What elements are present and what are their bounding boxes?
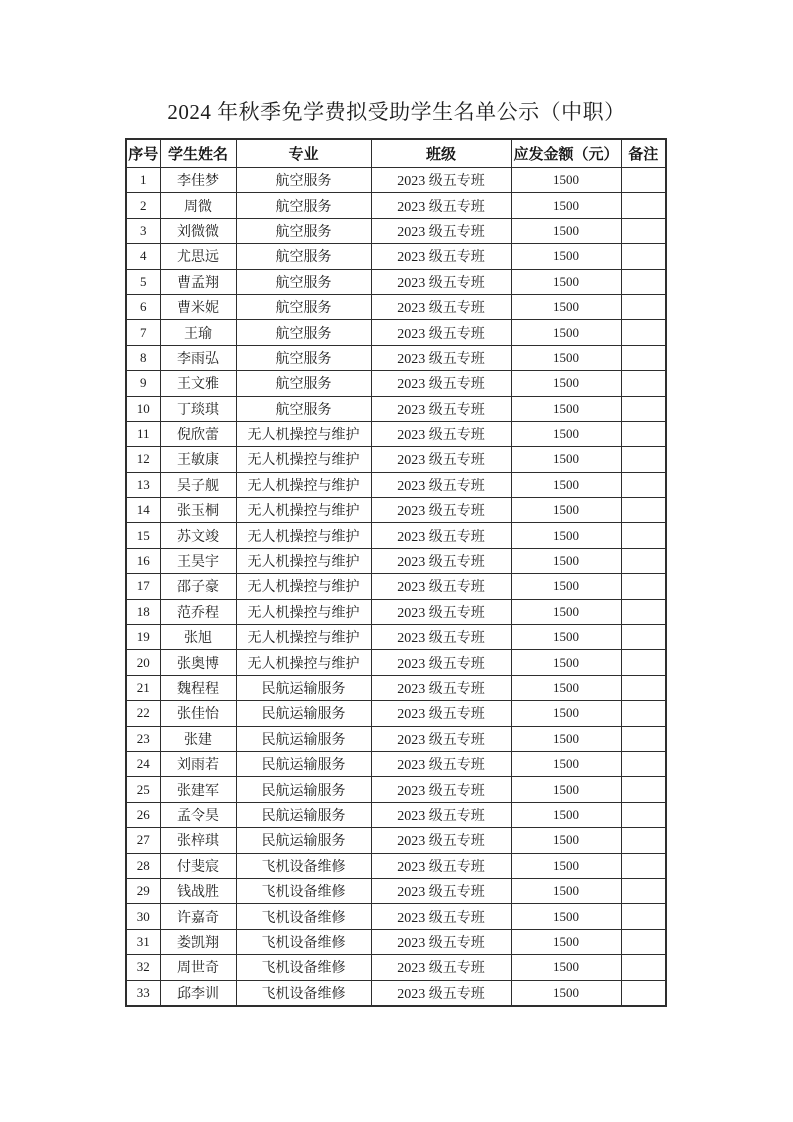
remark bbox=[621, 421, 666, 446]
class-name: 2023 级五专班 bbox=[371, 599, 511, 624]
remark bbox=[621, 980, 666, 1006]
row-index: 29 bbox=[126, 878, 160, 903]
column-header-major: 专业 bbox=[236, 139, 371, 168]
remark bbox=[621, 929, 666, 954]
student-name: 曹米妮 bbox=[160, 294, 236, 319]
major: 飞机设备维修 bbox=[236, 955, 371, 980]
student-name: 曹孟翔 bbox=[160, 269, 236, 294]
class-name: 2023 级五专班 bbox=[371, 168, 511, 193]
row-index: 7 bbox=[126, 320, 160, 345]
amount: 1500 bbox=[511, 269, 621, 294]
student-name: 许嘉奇 bbox=[160, 904, 236, 929]
major: 航空服务 bbox=[236, 320, 371, 345]
amount: 1500 bbox=[511, 574, 621, 599]
major: 无人机操控与维护 bbox=[236, 447, 371, 472]
major: 航空服务 bbox=[236, 294, 371, 319]
amount: 1500 bbox=[511, 294, 621, 319]
table-row bbox=[126, 751, 666, 776]
class-name: 2023 级五专班 bbox=[371, 269, 511, 294]
student-name: 张奥博 bbox=[160, 650, 236, 675]
class-name: 2023 级五专班 bbox=[371, 244, 511, 269]
page-title: 2024 年秋季免学费拟受助学生名单公示（中职） bbox=[167, 100, 626, 124]
row-index: 13 bbox=[126, 472, 160, 497]
table-row bbox=[126, 345, 666, 370]
amount: 1500 bbox=[511, 168, 621, 193]
student-name: 王昊宇 bbox=[160, 548, 236, 573]
table-row bbox=[126, 269, 666, 294]
class-name: 2023 级五专班 bbox=[371, 498, 511, 523]
class-name: 2023 级五专班 bbox=[371, 675, 511, 700]
student-name: 张旭 bbox=[160, 625, 236, 650]
class-name: 2023 级五专班 bbox=[371, 777, 511, 802]
row-index: 17 bbox=[126, 574, 160, 599]
student-name: 张梓琪 bbox=[160, 828, 236, 853]
column-header-row-index: 序号 bbox=[126, 139, 160, 168]
table-row bbox=[126, 853, 666, 878]
student-name: 娄凯翔 bbox=[160, 929, 236, 954]
major: 航空服务 bbox=[236, 218, 371, 243]
major: 航空服务 bbox=[236, 269, 371, 294]
row-index: 22 bbox=[126, 701, 160, 726]
amount: 1500 bbox=[511, 472, 621, 497]
row-index: 8 bbox=[126, 345, 160, 370]
row-index: 1 bbox=[126, 168, 160, 193]
row-index: 5 bbox=[126, 269, 160, 294]
major: 民航运输服务 bbox=[236, 802, 371, 827]
table-row bbox=[126, 650, 666, 675]
student-name: 王文雅 bbox=[160, 371, 236, 396]
table-row bbox=[126, 193, 666, 218]
row-index: 23 bbox=[126, 726, 160, 751]
remark bbox=[621, 828, 666, 853]
amount: 1500 bbox=[511, 523, 621, 548]
table-body bbox=[126, 168, 666, 1006]
class-name: 2023 级五专班 bbox=[371, 472, 511, 497]
student-name: 孟令昊 bbox=[160, 802, 236, 827]
amount: 1500 bbox=[511, 751, 621, 776]
table-row bbox=[126, 574, 666, 599]
remark bbox=[621, 244, 666, 269]
table-row bbox=[126, 599, 666, 624]
major: 无人机操控与维护 bbox=[236, 472, 371, 497]
remark bbox=[621, 853, 666, 878]
student-name: 尤思远 bbox=[160, 244, 236, 269]
row-index: 26 bbox=[126, 802, 160, 827]
major: 无人机操控与维护 bbox=[236, 523, 371, 548]
row-index: 16 bbox=[126, 548, 160, 573]
student-name: 王瑜 bbox=[160, 320, 236, 345]
student-name: 李雨弘 bbox=[160, 345, 236, 370]
remark bbox=[621, 701, 666, 726]
amount: 1500 bbox=[511, 345, 621, 370]
remark bbox=[621, 447, 666, 472]
table-row bbox=[126, 904, 666, 929]
remark bbox=[621, 548, 666, 573]
student-name: 周世奇 bbox=[160, 955, 236, 980]
row-index: 24 bbox=[126, 751, 160, 776]
row-index: 28 bbox=[126, 853, 160, 878]
row-index: 4 bbox=[126, 244, 160, 269]
row-index: 2 bbox=[126, 193, 160, 218]
class-name: 2023 级五专班 bbox=[371, 904, 511, 929]
amount: 1500 bbox=[511, 218, 621, 243]
major: 民航运输服务 bbox=[236, 777, 371, 802]
student-name: 张佳怡 bbox=[160, 701, 236, 726]
student-name: 付斐宸 bbox=[160, 853, 236, 878]
remark bbox=[621, 751, 666, 776]
class-name: 2023 级五专班 bbox=[371, 421, 511, 446]
major: 无人机操控与维护 bbox=[236, 599, 371, 624]
row-index: 12 bbox=[126, 447, 160, 472]
major: 无人机操控与维护 bbox=[236, 421, 371, 446]
table-row bbox=[126, 294, 666, 319]
remark bbox=[621, 523, 666, 548]
table-header-row bbox=[126, 139, 666, 168]
remark bbox=[621, 878, 666, 903]
student-name: 王敏康 bbox=[160, 447, 236, 472]
class-name: 2023 级五专班 bbox=[371, 371, 511, 396]
amount: 1500 bbox=[511, 675, 621, 700]
class-name: 2023 级五专班 bbox=[371, 396, 511, 421]
class-name: 2023 级五专班 bbox=[371, 294, 511, 319]
remark bbox=[621, 193, 666, 218]
remark bbox=[621, 675, 666, 700]
remark bbox=[621, 472, 666, 497]
remark bbox=[621, 802, 666, 827]
major: 航空服务 bbox=[236, 168, 371, 193]
student-name: 倪欣蕾 bbox=[160, 421, 236, 446]
row-index: 19 bbox=[126, 625, 160, 650]
class-name: 2023 级五专班 bbox=[371, 193, 511, 218]
amount: 1500 bbox=[511, 929, 621, 954]
class-name: 2023 级五专班 bbox=[371, 751, 511, 776]
amount: 1500 bbox=[511, 878, 621, 903]
student-table bbox=[125, 138, 667, 1007]
row-index: 9 bbox=[126, 371, 160, 396]
major: 航空服务 bbox=[236, 371, 371, 396]
major: 无人机操控与维护 bbox=[236, 498, 371, 523]
class-name: 2023 级五专班 bbox=[371, 726, 511, 751]
remark bbox=[621, 726, 666, 751]
table-row bbox=[126, 396, 666, 421]
student-name: 吴子舰 bbox=[160, 472, 236, 497]
amount: 1500 bbox=[511, 244, 621, 269]
table-row bbox=[126, 523, 666, 548]
major: 民航运输服务 bbox=[236, 701, 371, 726]
table-row bbox=[126, 802, 666, 827]
amount: 1500 bbox=[511, 777, 621, 802]
class-name: 2023 级五专班 bbox=[371, 955, 511, 980]
row-index: 30 bbox=[126, 904, 160, 929]
class-name: 2023 级五专班 bbox=[371, 878, 511, 903]
amount: 1500 bbox=[511, 980, 621, 1006]
remark bbox=[621, 345, 666, 370]
student-name: 邵子豪 bbox=[160, 574, 236, 599]
amount: 1500 bbox=[511, 955, 621, 980]
student-name: 苏文竣 bbox=[160, 523, 236, 548]
major: 航空服务 bbox=[236, 244, 371, 269]
student-name: 张玉桐 bbox=[160, 498, 236, 523]
major: 飞机设备维修 bbox=[236, 878, 371, 903]
row-index: 18 bbox=[126, 599, 160, 624]
table-row bbox=[126, 320, 666, 345]
major: 无人机操控与维护 bbox=[236, 548, 371, 573]
major: 民航运输服务 bbox=[236, 726, 371, 751]
remark bbox=[621, 218, 666, 243]
remark bbox=[621, 599, 666, 624]
amount: 1500 bbox=[511, 498, 621, 523]
row-index: 3 bbox=[126, 218, 160, 243]
row-index: 32 bbox=[126, 955, 160, 980]
student-name: 刘雨若 bbox=[160, 751, 236, 776]
major: 民航运输服务 bbox=[236, 751, 371, 776]
row-index: 27 bbox=[126, 828, 160, 853]
class-name: 2023 级五专班 bbox=[371, 828, 511, 853]
major: 无人机操控与维护 bbox=[236, 650, 371, 675]
amount: 1500 bbox=[511, 828, 621, 853]
amount: 1500 bbox=[511, 396, 621, 421]
table-row bbox=[126, 828, 666, 853]
remark bbox=[621, 625, 666, 650]
student-name: 魏程程 bbox=[160, 675, 236, 700]
row-index: 11 bbox=[126, 421, 160, 446]
remark bbox=[621, 955, 666, 980]
major: 无人机操控与维护 bbox=[236, 574, 371, 599]
remark bbox=[621, 498, 666, 523]
column-header-amount: 应发金额（元） bbox=[511, 139, 621, 168]
amount: 1500 bbox=[511, 701, 621, 726]
student-name: 周微 bbox=[160, 193, 236, 218]
class-name: 2023 级五专班 bbox=[371, 650, 511, 675]
row-index: 25 bbox=[126, 777, 160, 802]
amount: 1500 bbox=[511, 193, 621, 218]
remark bbox=[621, 168, 666, 193]
table-row bbox=[126, 777, 666, 802]
row-index: 33 bbox=[126, 980, 160, 1006]
table-row bbox=[126, 472, 666, 497]
major: 飞机设备维修 bbox=[236, 853, 371, 878]
amount: 1500 bbox=[511, 904, 621, 929]
row-index: 21 bbox=[126, 675, 160, 700]
column-header-student-name: 学生姓名 bbox=[160, 139, 236, 168]
class-name: 2023 级五专班 bbox=[371, 574, 511, 599]
table-row bbox=[126, 168, 666, 193]
student-name: 刘微微 bbox=[160, 218, 236, 243]
class-name: 2023 级五专班 bbox=[371, 320, 511, 345]
table-row bbox=[126, 726, 666, 751]
class-name: 2023 级五专班 bbox=[371, 853, 511, 878]
row-index: 6 bbox=[126, 294, 160, 319]
class-name: 2023 级五专班 bbox=[371, 523, 511, 548]
table-row bbox=[126, 878, 666, 903]
student-name: 张建 bbox=[160, 726, 236, 751]
class-name: 2023 级五专班 bbox=[371, 802, 511, 827]
table-row bbox=[126, 244, 666, 269]
student-name: 丁琰琪 bbox=[160, 396, 236, 421]
student-name: 张建军 bbox=[160, 777, 236, 802]
major: 飞机设备维修 bbox=[236, 904, 371, 929]
amount: 1500 bbox=[511, 650, 621, 675]
amount: 1500 bbox=[511, 625, 621, 650]
class-name: 2023 级五专班 bbox=[371, 701, 511, 726]
amount: 1500 bbox=[511, 371, 621, 396]
class-name: 2023 级五专班 bbox=[371, 929, 511, 954]
major: 航空服务 bbox=[236, 193, 371, 218]
table-row bbox=[126, 675, 666, 700]
remark bbox=[621, 396, 666, 421]
column-header-remark: 备注 bbox=[621, 139, 666, 168]
student-name: 钱战胜 bbox=[160, 878, 236, 903]
class-name: 2023 级五专班 bbox=[371, 218, 511, 243]
table-row bbox=[126, 371, 666, 396]
major: 航空服务 bbox=[236, 345, 371, 370]
major: 航空服务 bbox=[236, 396, 371, 421]
class-name: 2023 级五专班 bbox=[371, 447, 511, 472]
table-row bbox=[126, 447, 666, 472]
amount: 1500 bbox=[511, 853, 621, 878]
column-header-class-name: 班级 bbox=[371, 139, 511, 168]
remark bbox=[621, 650, 666, 675]
row-index: 31 bbox=[126, 929, 160, 954]
row-index: 20 bbox=[126, 650, 160, 675]
student-name: 邱李训 bbox=[160, 980, 236, 1006]
class-name: 2023 级五专班 bbox=[371, 980, 511, 1006]
major: 民航运输服务 bbox=[236, 828, 371, 853]
class-name: 2023 级五专班 bbox=[371, 548, 511, 573]
student-name: 范乔程 bbox=[160, 599, 236, 624]
table-row bbox=[126, 929, 666, 954]
class-name: 2023 级五专班 bbox=[371, 345, 511, 370]
amount: 1500 bbox=[511, 421, 621, 446]
student-name: 李佳梦 bbox=[160, 168, 236, 193]
amount: 1500 bbox=[511, 447, 621, 472]
remark bbox=[621, 269, 666, 294]
major: 飞机设备维修 bbox=[236, 929, 371, 954]
major: 飞机设备维修 bbox=[236, 980, 371, 1006]
remark bbox=[621, 320, 666, 345]
table-row bbox=[126, 955, 666, 980]
row-index: 14 bbox=[126, 498, 160, 523]
major: 无人机操控与维护 bbox=[236, 625, 371, 650]
amount: 1500 bbox=[511, 802, 621, 827]
amount: 1500 bbox=[511, 320, 621, 345]
amount: 1500 bbox=[511, 599, 621, 624]
table-row bbox=[126, 548, 666, 573]
table-row bbox=[126, 498, 666, 523]
class-name: 2023 级五专班 bbox=[371, 625, 511, 650]
remark bbox=[621, 294, 666, 319]
row-index: 15 bbox=[126, 523, 160, 548]
remark bbox=[621, 777, 666, 802]
amount: 1500 bbox=[511, 548, 621, 573]
remark bbox=[621, 371, 666, 396]
table-row bbox=[126, 218, 666, 243]
remark bbox=[621, 904, 666, 929]
remark bbox=[621, 574, 666, 599]
table-row bbox=[126, 421, 666, 446]
amount: 1500 bbox=[511, 726, 621, 751]
table-row bbox=[126, 980, 666, 1006]
major: 民航运输服务 bbox=[236, 675, 371, 700]
table-row bbox=[126, 701, 666, 726]
row-index: 10 bbox=[126, 396, 160, 421]
table-row bbox=[126, 625, 666, 650]
